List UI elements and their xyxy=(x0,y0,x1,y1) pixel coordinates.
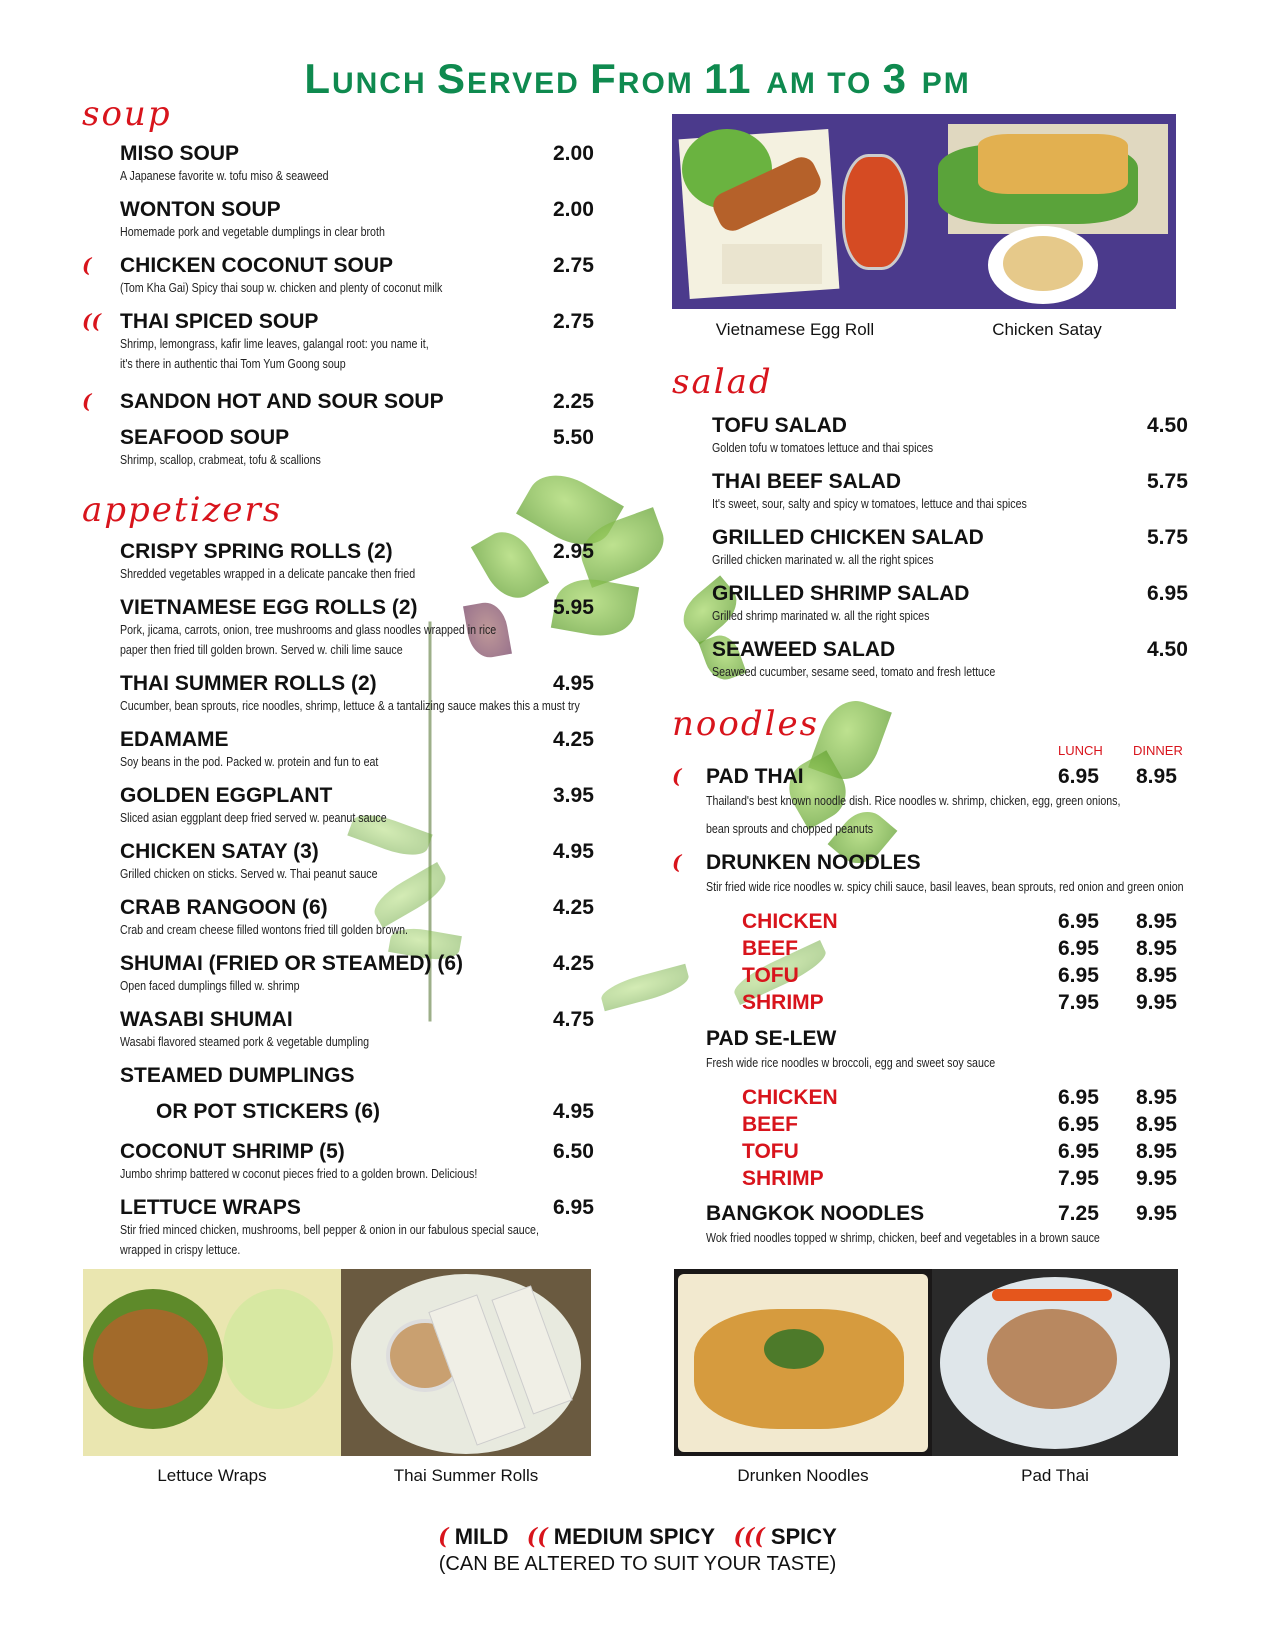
appetizer-item-name: COCONUT SHRIMP (5) xyxy=(120,1140,345,1163)
drunken-option-lunch-price: 6.95 xyxy=(1058,937,1099,960)
dinner-column-label: DINNER xyxy=(1133,743,1183,758)
pad-thai-item: PAD THAI Thailand's best known noodle dish. Rice noodles w. shrimp, chicken, egg, green onions, bean sprouts and chopped peanuts xyxy=(706,765,1121,836)
soup-item-price: 2.00 xyxy=(553,142,594,165)
appetizer-item-description: Wasabi flavored steamed pork & vegetable dumpling xyxy=(120,1034,370,1049)
appetizer-item-name: CHICKEN SATAY (3) xyxy=(120,840,319,863)
drunken-option-tofu: TOFU xyxy=(742,964,799,987)
salad-item-description: Grilled chicken marinated w. all the right spices xyxy=(712,552,934,567)
soup-item-price: 5.50 xyxy=(553,426,594,449)
appetizer-item-description: Jumbo shrimp battered w coconut pieces fried to a golden brown. Delicious! xyxy=(120,1166,478,1181)
appetizer-item-description: Sliced asian eggplant deep fried served w. peanut sauce xyxy=(120,810,387,825)
salad-item-price: 4.50 xyxy=(1147,638,1188,661)
appetizer-item-name: GOLDEN EGGPLANT xyxy=(120,784,333,807)
egg-roll-caption: Vietnamese Egg Roll xyxy=(715,320,875,339)
drunken-option-lunch-price: 6.95 xyxy=(1058,964,1099,987)
section-salad-heading: salad xyxy=(672,362,773,402)
mild-label: MILD xyxy=(454,1524,509,1549)
chicken-satay-photo xyxy=(918,114,1176,309)
salad-item-price: 6.95 xyxy=(1147,582,1188,605)
soup-item-description: Shrimp, lemongrass, kafir lime leaves, galangal root: you name it, xyxy=(120,336,429,351)
soup-item-description: (Tom Kha Gai) Spicy thai soup w. chicken and plenty of coconut milk xyxy=(120,280,443,295)
mild-chili-icon: ( xyxy=(438,1524,449,1550)
salad-item-name: GRILLED CHICKEN SALAD xyxy=(712,526,984,549)
salad-item xyxy=(712,638,1057,682)
appetizer-item xyxy=(120,728,435,772)
salad-item-name: THAI BEEF SALAD xyxy=(712,470,901,493)
appetizer-item-price: 3.95 xyxy=(553,784,594,807)
appetizer-item xyxy=(120,1064,355,1088)
appetizer-item-name: VIETNAMESE EGG ROLLS (2) xyxy=(120,596,418,619)
padselew-option-dinner-price: 8.95 xyxy=(1136,1113,1177,1136)
padselew-option-dinner-price: 8.95 xyxy=(1136,1086,1177,1109)
appetizer-item xyxy=(120,784,445,828)
padselew-option-dinner-price: 8.95 xyxy=(1136,1140,1177,1163)
appetizer-item xyxy=(120,1140,556,1184)
appetizer-item-price: 6.95 xyxy=(553,1196,594,1219)
appetizer-item-description: Shredded vegetables wrapped in a delicate pancake then fried xyxy=(120,566,416,581)
soup-item-name: CHICKEN COCONUT SOUP xyxy=(120,254,394,277)
appetizer-item-name: OR POT STICKERS (6) xyxy=(156,1100,381,1123)
soup-item-description: A Japanese favorite w. tofu miso & seaweed xyxy=(120,168,329,183)
appetizer-item-description: Pork, jicama, carrots, onion, tree mushrooms and glass noodles wrapped in rice xyxy=(120,622,497,637)
bangkok-noodles-item: BANGKOK NOODLES Wok fried noodles topped w shrimp, chicken, beef and vegetables in a brown sauce xyxy=(706,1202,1100,1245)
salad-item xyxy=(712,582,977,626)
summer-rolls-caption: Thai Summer Rolls xyxy=(393,1466,539,1485)
drunken-noodles-photo xyxy=(674,1269,932,1456)
soup-chili-icon: (( xyxy=(82,309,101,333)
appetizer-item-description: Open faced dumplings filled w. shrimp xyxy=(120,978,300,993)
soup-item xyxy=(120,198,443,242)
appetizer-item-description: Soy beans in the pod. Packed w. protein and fun to eat xyxy=(120,754,379,769)
appetizer-item-name: WASABI SHUMAI xyxy=(120,1008,293,1031)
lettuce-wraps-caption: Lettuce Wraps xyxy=(157,1466,267,1485)
page-title: LUNCH SERVED FROM 11 AM TO 3 PM xyxy=(304,55,971,102)
salad-item-price: 5.75 xyxy=(1147,526,1188,549)
spicy-chili-icon: ((( xyxy=(733,1524,765,1550)
medium-chili-icon: (( xyxy=(526,1524,548,1550)
salad-item-price: 4.50 xyxy=(1147,414,1188,437)
lunch-column-label: LUNCH xyxy=(1058,743,1103,758)
soup-item-name: MISO SOUP xyxy=(120,142,240,165)
appetizer-item xyxy=(120,896,471,940)
salad-item-description: Seaweed cucumber, sesame seed, tomato and fresh lettuce xyxy=(712,664,996,679)
spice-note: (CAN BE ALTERED TO SUIT YOUR TASTE) xyxy=(438,1553,837,1575)
soup-chili-icon: ( xyxy=(82,389,92,413)
summer-rolls-photo xyxy=(341,1269,591,1456)
soup-item xyxy=(120,426,365,470)
salad-item-description: Grilled shrimp marinated w. all the right spices xyxy=(712,608,930,623)
appetizer-item-price: 4.95 xyxy=(553,840,594,863)
appetizer-item-description: Stir fried minced chicken, mushrooms, bell pepper & onion in our fabulous special sauce, xyxy=(120,1222,539,1237)
salad-item xyxy=(712,526,984,570)
appetizer-item-price: 2.95 xyxy=(553,540,594,563)
soup-item-name: WONTON SOUP xyxy=(120,198,281,221)
soup-item xyxy=(120,142,374,186)
appetizer-item-price: 4.95 xyxy=(553,1100,594,1123)
appetizer-item xyxy=(120,840,434,884)
appetizer-item-name: SHUMAI (FRIED OR STEAMED) (6) xyxy=(120,952,463,975)
soup-item-description: Homemade pork and vegetable dumplings in clear broth xyxy=(120,224,385,239)
appetizer-item-price: 4.95 xyxy=(553,672,594,695)
section-noodles-heading: noodles xyxy=(672,704,820,744)
drunken-option-lunch-price: 6.95 xyxy=(1058,910,1099,933)
section-soup-heading: soup xyxy=(82,94,172,134)
satay-caption: Chicken Satay xyxy=(992,320,1102,339)
padselew-option-lunch-price: 6.95 xyxy=(1058,1140,1099,1163)
drunken-option-shrimp: SHRIMP xyxy=(742,991,824,1014)
appetizer-item-name: EDAMAME xyxy=(120,728,229,751)
appetizer-item xyxy=(120,672,681,716)
medium-label: MEDIUM SPICY xyxy=(553,1524,716,1549)
pad-thai-chili-icon: ( xyxy=(672,764,682,788)
drunken-option-dinner-price: 8.95 xyxy=(1136,910,1177,933)
appetizer-item-name: THAI SUMMER ROLLS (2) xyxy=(120,672,377,695)
bangkok-lunch-price: 7.25 xyxy=(1058,1202,1099,1225)
lettuce-wraps-photo xyxy=(83,1269,341,1456)
egg-roll-photo xyxy=(672,114,918,309)
appetizer-item-price: 5.95 xyxy=(553,596,594,619)
soup-item xyxy=(120,254,513,298)
appetizer-item-name: CRISPY SPRING ROLLS (2) xyxy=(120,540,393,563)
appetizer-item xyxy=(120,596,579,660)
salad-item-name: TOFU SALAD xyxy=(712,414,847,437)
soup-item xyxy=(120,310,496,374)
section-appetizers-heading: appetizers xyxy=(82,490,283,530)
salad-item-description: Golden tofu w tomatoes lettuce and thai spices xyxy=(712,440,934,455)
soup-item xyxy=(120,390,444,414)
appetizer-item-description: Cucumber, bean sprouts, rice noodles, shrimp, lettuce & a tantalizing sauce makes this a must try xyxy=(120,698,580,713)
salad-item-description: It's sweet, sour, salty and spicy w tomatoes, lettuce and thai spices xyxy=(712,496,1027,511)
pad-thai-caption: Pad Thai xyxy=(1021,1466,1089,1485)
drunken-noodles-caption: Drunken Noodles xyxy=(737,1466,869,1485)
appetizer-item-price: 6.50 xyxy=(553,1140,594,1163)
pad-se-lew-item: PAD SE-LEW Fresh wide rice noodles w broccoli, egg and sweet soy sauce xyxy=(706,1027,996,1070)
appetizer-item-description: Grilled chicken on sticks. Served w. Thai peanut sauce xyxy=(120,866,378,881)
pad-thai-lunch-price: 6.95 xyxy=(1058,765,1099,788)
pad-thai-photo xyxy=(932,1269,1178,1456)
padselew-option-dinner-price: 9.95 xyxy=(1136,1167,1177,1190)
drunken-option-dinner-price: 9.95 xyxy=(1136,991,1177,1014)
appetizer-item-price: 4.25 xyxy=(553,896,594,919)
spicy-label: SPICY xyxy=(770,1524,837,1549)
soup-item-price: 2.25 xyxy=(553,390,594,413)
padselew-option-chicken: CHICKEN xyxy=(742,1086,838,1109)
drunken-option-dinner-price: 8.95 xyxy=(1136,964,1177,987)
padselew-option-lunch-price: 7.95 xyxy=(1058,1167,1099,1190)
soup-item-name: THAI SPICED SOUP xyxy=(120,310,319,333)
soup-chili-icon: ( xyxy=(82,253,92,277)
salad-item-name: SEAWEED SALAD xyxy=(712,638,896,661)
appetizer-item-name: LETTUCE WRAPS xyxy=(120,1196,301,1219)
salad-item-price: 5.75 xyxy=(1147,470,1188,493)
padselew-option-lunch-price: 6.95 xyxy=(1058,1086,1099,1109)
appetizer-item-name: STEAMED DUMPLINGS xyxy=(120,1064,355,1087)
drunken-option-dinner-price: 8.95 xyxy=(1136,937,1177,960)
appetizer-item-price: 4.75 xyxy=(553,1008,594,1031)
soup-item-price: 2.75 xyxy=(553,310,594,333)
drunken-chili-icon: ( xyxy=(672,850,682,874)
appetizer-item-price: 4.25 xyxy=(553,952,594,975)
appetizer-item-description: wrapped in crispy lettuce. xyxy=(120,1242,241,1257)
soup-item-description: Shrimp, scallop, crabmeat, tofu & scallions xyxy=(120,452,321,467)
padselew-option-tofu: TOFU xyxy=(742,1140,799,1163)
soup-item-name: SEAFOOD SOUP xyxy=(120,426,290,449)
padselew-option-lunch-price: 6.95 xyxy=(1058,1113,1099,1136)
drunken-noodles-item: DRUNKEN NOODLES Stir fried wide rice noodles w. spicy chili sauce, basil leaves, bean sprouts, red onion and green onion xyxy=(706,851,1184,894)
soup-item-price: 2.75 xyxy=(553,254,594,277)
soup-item-price: 2.00 xyxy=(553,198,594,221)
appetizer-item-description: paper then fried till golden brown. Served w. chili lime sauce xyxy=(120,642,403,657)
salad-item xyxy=(712,470,1096,514)
bangkok-dinner-price: 9.95 xyxy=(1136,1202,1177,1225)
drunken-option-lunch-price: 7.95 xyxy=(1058,991,1099,1014)
appetizer-item-price: 4.25 xyxy=(553,728,594,751)
drunken-option-chicken: CHICKEN xyxy=(742,910,838,933)
appetizer-item-description: Crab and cream cheese filled wontons fried till golden brown. xyxy=(120,922,408,937)
soup-item-description: it's there in authentic thai Tom Yum Goong soup xyxy=(120,356,346,371)
padselew-option-shrimp: SHRIMP xyxy=(742,1167,824,1190)
drunken-option-beef: BEEF xyxy=(742,937,799,960)
appetizer-item xyxy=(120,540,480,584)
appetizer-item xyxy=(156,1100,380,1124)
soup-item-name: SANDON HOT AND SOUR SOUP xyxy=(120,390,444,413)
appetizer-item-name: CRAB RANGOON (6) xyxy=(120,896,328,919)
appetizer-item xyxy=(120,1008,424,1052)
salad-item-name: GRILLED SHRIMP SALAD xyxy=(712,582,970,605)
pad-thai-dinner-price: 8.95 xyxy=(1136,765,1177,788)
salad-item xyxy=(712,414,982,458)
appetizer-item xyxy=(120,952,463,996)
spice-legend xyxy=(0,1524,1275,1550)
padselew-option-beef: BEEF xyxy=(742,1113,799,1136)
